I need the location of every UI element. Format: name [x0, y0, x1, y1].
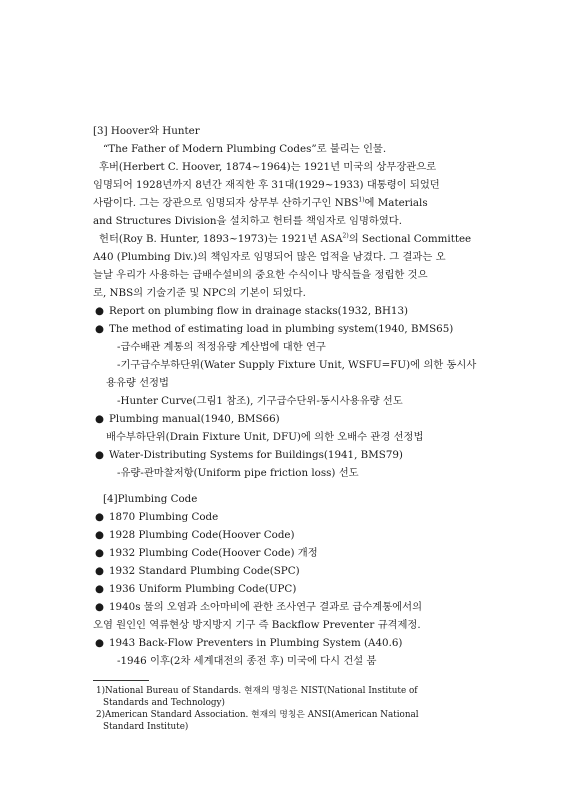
sub-item: 배수부하단위(Drain Fixture Unit, DFU)에 의한 오배수 관경 선정법 — [106, 431, 424, 443]
hunter-line: A40 (Plumbing Div.)의 책임자로 임명되어 많은 업적을 남겼다. 그 결과는 오 — [93, 251, 446, 263]
sub-item: -Hunter Curve(그림1 참조), 기구급수단위-동시사용유량 선도 — [117, 395, 403, 407]
hunter-line — [93, 230, 472, 248]
list-item-text: 1943 Back-Flow Preventers in Plumbing System (A40.6) — [109, 637, 403, 649]
sub-item: -기구급수부하단위(Water Supply Fixture Unit, WSFU=FU)에 의한 동시사 — [117, 359, 477, 371]
list-item-text: 1940s 물의 오염과 소아마비에 관한 조사연구 결과로 급수계통에서의 — [109, 601, 423, 613]
bullet-icon: ● — [95, 637, 104, 649]
hoover-line: 후버(Herbert C. Hoover, 1874~1964)는 1921년 미국의 상무장관으로 — [99, 161, 437, 173]
sub-item: -급수배관 계통의 적정유량 계산법에 대한 연구 — [117, 341, 326, 353]
bullet-icon: ● — [95, 305, 104, 317]
bullet-icon: ● — [95, 449, 104, 461]
sub-item: -1946 이후(2차 세계대전의 종전 후) 미국에 다시 건설 붐 — [117, 655, 377, 667]
bullet-icon: ● — [95, 583, 104, 595]
hoover-line: and Structures Division을 설치하고 헌터를 책임자로 임명하였다. — [93, 215, 403, 227]
footnote-ref-2: 2) — [342, 232, 349, 240]
list-item-text: 1870 Plumbing Code — [109, 511, 219, 523]
document-body — [93, 122, 477, 733]
section4-heading: [4]Plumbing Code — [103, 493, 198, 505]
list-item-text: 1932 Plumbing Code(Hoover Code) 개정 — [109, 547, 318, 559]
list-item — [93, 580, 453, 598]
footnote: 1)National Bureau of Standards. 현재의 명칭은 NIST(National Institute of — [96, 686, 418, 696]
section3-tagline: “The Father of Modern Plumbing Codes”로 불리는 인물. — [103, 143, 387, 155]
list-item-continuation: 오염 원인인 역류현상 방지방지 기구 즉 Backflow Preventer 규격제정. — [93, 619, 421, 631]
hunter-line: 로, NBS의 기술기준 및 NPC의 기본이 되었다. — [93, 287, 306, 299]
sub-item: -유량-관마찰저항(Uniform pipe friction loss) 선도 — [117, 467, 359, 479]
footnote-divider — [93, 680, 149, 681]
hoover-line: 임명되어 1928년까지 8년간 재직한 후 31대(1929~1933) 대통령이 되었던 — [93, 179, 440, 191]
hoover-text: 사람이다. 그는 장관으로 임명되자 상무부 산하기구인 NBS — [93, 197, 359, 209]
list-item — [93, 320, 453, 338]
list-item — [93, 562, 453, 580]
list-item-text: 1928 Plumbing Code(Hoover Code) — [109, 529, 295, 541]
bullet-icon: ● — [95, 323, 104, 335]
list-item-text: Report on plumbing flow in drainage stacks(1932, BH13) — [109, 305, 409, 317]
list-item — [93, 634, 453, 652]
hunter-text: 헌터(Roy B. Hunter, 1893~1973)는 1921년 ASA — [99, 233, 343, 245]
list-item — [93, 446, 453, 464]
bullet-icon: ● — [95, 529, 104, 541]
footnote-continuation: Standards and Technology) — [103, 698, 225, 708]
sub-item-continuation: 용유량 선정법 — [106, 377, 169, 389]
footnote: 2)American Standard Association. 현재의 명칭은 ANSI(American National — [96, 710, 419, 720]
footnote-continuation: Standard Institute) — [103, 722, 189, 732]
list-item-text: Plumbing manual(1940, BMS66) — [109, 413, 280, 425]
list-item — [93, 302, 453, 320]
hoover-line — [93, 194, 453, 212]
list-item-text: 1936 Uniform Plumbing Code(UPC) — [109, 583, 297, 595]
hunter-text-tail: 의 Sectional Committee — [348, 233, 472, 245]
bullet-icon: ● — [95, 547, 104, 559]
hoover-text-tail: 에 Materials — [364, 197, 428, 209]
list-item-text: Water-Distributing Systems for Buildings(1941, BMS79) — [109, 449, 403, 461]
list-item — [93, 526, 453, 544]
list-item — [93, 544, 453, 562]
list-item — [93, 410, 453, 428]
bullet-icon: ● — [95, 601, 104, 613]
bullet-icon: ● — [95, 413, 104, 425]
bullet-icon: ● — [95, 511, 104, 523]
hunter-line: 늘날 우리가 사용하는 급배수설비의 중요한 수식이나 방식들을 정립한 것으 — [93, 269, 428, 281]
section3-heading: [3] Hoover와 Hunter — [93, 125, 200, 137]
list-item — [93, 598, 453, 616]
list-item — [93, 508, 453, 526]
list-item-text: 1932 Standard Plumbing Code(SPC) — [109, 565, 300, 577]
bullet-icon: ● — [95, 565, 104, 577]
list-item-text: The method of estimating load in plumbing system(1940, BMS65) — [109, 323, 454, 335]
footnote-ref-1: 1) — [358, 196, 365, 204]
